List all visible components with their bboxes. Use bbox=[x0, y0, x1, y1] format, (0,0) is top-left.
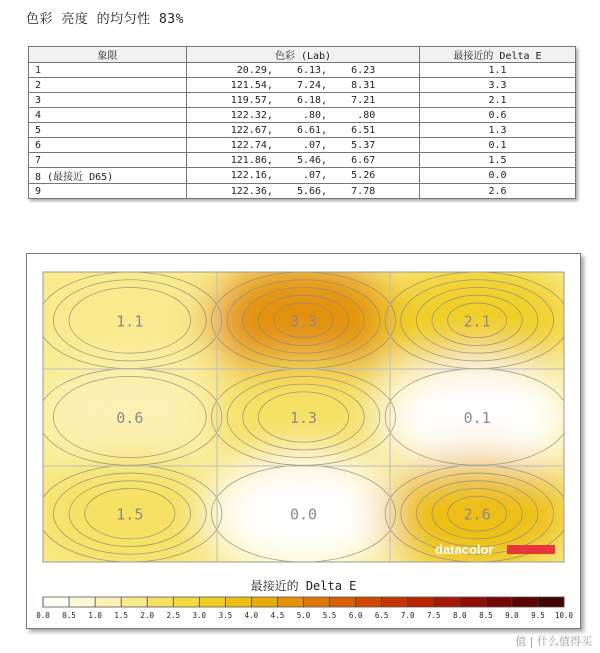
scale-swatch bbox=[382, 597, 409, 607]
scale-tick-label: 10.0 bbox=[554, 611, 574, 620]
cell-value-label: 3.3 bbox=[289, 312, 318, 331]
scale-swatch bbox=[277, 597, 304, 607]
cell-value-label: 1.3 bbox=[289, 409, 318, 427]
scale-tick-label: 0.0 bbox=[36, 611, 50, 620]
column-header-quadrant: 象限 bbox=[29, 47, 187, 63]
datacolor-logo: datacolor bbox=[435, 542, 494, 557]
scale-swatch bbox=[304, 597, 331, 607]
table-row bbox=[29, 93, 576, 108]
scale-tick-label: 7.0 bbox=[400, 611, 415, 620]
scale-swatch bbox=[251, 597, 278, 607]
cell-value-label: 1.5 bbox=[116, 505, 144, 524]
cell-quadrant: 8 (最接近 D65) bbox=[29, 168, 187, 184]
table-row bbox=[29, 184, 576, 199]
cell-quadrant: 5 bbox=[29, 123, 187, 138]
scale-swatch bbox=[408, 597, 435, 607]
scale-swatch bbox=[486, 597, 513, 607]
scale-tick-label: 1.5 bbox=[114, 611, 128, 620]
cell-lab: 122.36, 5.66, 7.78 bbox=[187, 184, 420, 199]
cell-value-label: 0.0 bbox=[289, 505, 318, 524]
cell-delta-e: 1.5 bbox=[420, 153, 576, 168]
scale-tick-label: 8.0 bbox=[453, 611, 467, 620]
scale-tick-label: 7.5 bbox=[426, 611, 441, 620]
cell-quadrant: 2 bbox=[29, 78, 187, 93]
table-header-row bbox=[29, 47, 576, 63]
scale-tick-label: 9.0 bbox=[505, 611, 519, 620]
scale-tick-label: 4.0 bbox=[244, 611, 259, 620]
scale-tick-label: 6.0 bbox=[348, 611, 363, 620]
scale-swatch bbox=[147, 597, 174, 607]
scale-swatch bbox=[225, 597, 252, 607]
scale-swatch bbox=[330, 597, 357, 607]
cell-value-label: 0.1 bbox=[463, 409, 491, 427]
scale-tick-label: 2.5 bbox=[166, 611, 181, 620]
scale-swatch bbox=[460, 597, 487, 607]
uniformity-chart bbox=[26, 253, 581, 629]
cell-quadrant: 1 bbox=[29, 63, 187, 78]
cell-lab: 121.54, 7.24, 8.31 bbox=[187, 78, 420, 93]
scale-swatch bbox=[69, 597, 96, 607]
scale-tick-label: 3.5 bbox=[218, 611, 233, 620]
cell-delta-e: 2.6 bbox=[420, 184, 576, 199]
table-row bbox=[29, 63, 576, 78]
scale-tick-label: 6.5 bbox=[374, 611, 389, 620]
scale-swatch bbox=[43, 597, 70, 607]
cell-delta-e: 0.6 bbox=[420, 108, 576, 123]
quadrant-table bbox=[28, 46, 576, 199]
column-header-lab: 色彩 (Lab) bbox=[187, 47, 420, 63]
scale-tick-label: 4.5 bbox=[270, 611, 285, 620]
scale-swatch bbox=[95, 597, 122, 607]
scale-tick-label: 9.5 bbox=[531, 611, 545, 620]
cell-lab: 122.16, .07, 5.26 bbox=[187, 168, 420, 184]
cell-lab: 122.67, 6.61, 6.51 bbox=[187, 123, 420, 138]
table-row bbox=[29, 123, 576, 138]
scale-swatch bbox=[173, 597, 200, 607]
scale-swatch bbox=[434, 597, 461, 607]
cell-quadrant: 9 bbox=[29, 184, 187, 199]
watermark: 值 | 什么值得买 bbox=[515, 635, 592, 648]
table-row bbox=[29, 108, 576, 123]
scale-swatch bbox=[356, 597, 383, 607]
page-title: 色彩 亮度 的均匀性 83% bbox=[26, 12, 184, 27]
scale-swatch bbox=[538, 597, 565, 607]
cell-delta-e: 1.1 bbox=[420, 63, 576, 78]
cell-delta-e: 1.3 bbox=[420, 123, 576, 138]
scale-swatch bbox=[512, 597, 539, 607]
cell-lab: 119.57, 6.18, 7.21 bbox=[187, 93, 420, 108]
cell-value-label: 1.1 bbox=[116, 312, 144, 331]
scale-tick-label: 5.0 bbox=[296, 611, 311, 620]
cell-lab: 121.86, 5.46, 6.67 bbox=[187, 153, 420, 168]
cell-lab: 122.32, .80, .80 bbox=[187, 108, 420, 123]
legend-title: 最接近的 Delta E bbox=[250, 579, 357, 593]
cell-quadrant: 3 bbox=[29, 93, 187, 108]
cell-value-label: 2.6 bbox=[463, 505, 491, 524]
scale-swatch bbox=[121, 597, 148, 607]
cell-quadrant: 4 bbox=[29, 108, 187, 123]
table-row bbox=[29, 138, 576, 153]
table-row bbox=[29, 168, 576, 184]
cell-delta-e: 3.3 bbox=[420, 78, 576, 93]
cell-quadrant: 6 bbox=[29, 138, 187, 153]
cell-lab: 20.29, 6.13, 6.23 bbox=[187, 63, 420, 78]
scale-tick-label: 0.5 bbox=[62, 611, 76, 620]
cell-delta-e: 2.1 bbox=[420, 93, 576, 108]
cell-delta-e: 0.0 bbox=[420, 168, 576, 184]
table-row bbox=[29, 153, 576, 168]
scale-tick-label: 2.0 bbox=[140, 611, 154, 620]
cell-value-label: 0.6 bbox=[116, 409, 144, 427]
scale-tick-label: 5.5 bbox=[322, 611, 337, 620]
cell-lab: 122.74, .07, 5.37 bbox=[187, 138, 420, 153]
heatmap-svg bbox=[27, 254, 580, 628]
cell-delta-e: 0.1 bbox=[420, 138, 576, 153]
color-scale bbox=[36, 597, 573, 620]
scale-tick-label: 1.0 bbox=[88, 611, 102, 620]
cell-value-label: 2.1 bbox=[463, 312, 491, 331]
cell-quadrant: 7 bbox=[29, 153, 187, 168]
scale-swatch bbox=[199, 597, 226, 607]
datacolor-logo-bar bbox=[507, 545, 555, 554]
table-row bbox=[29, 78, 576, 93]
scale-tick-label: 8.5 bbox=[479, 611, 493, 620]
column-header-delta-e: 最接近的 Delta E bbox=[420, 47, 576, 63]
scale-tick-label: 3.0 bbox=[192, 611, 207, 620]
